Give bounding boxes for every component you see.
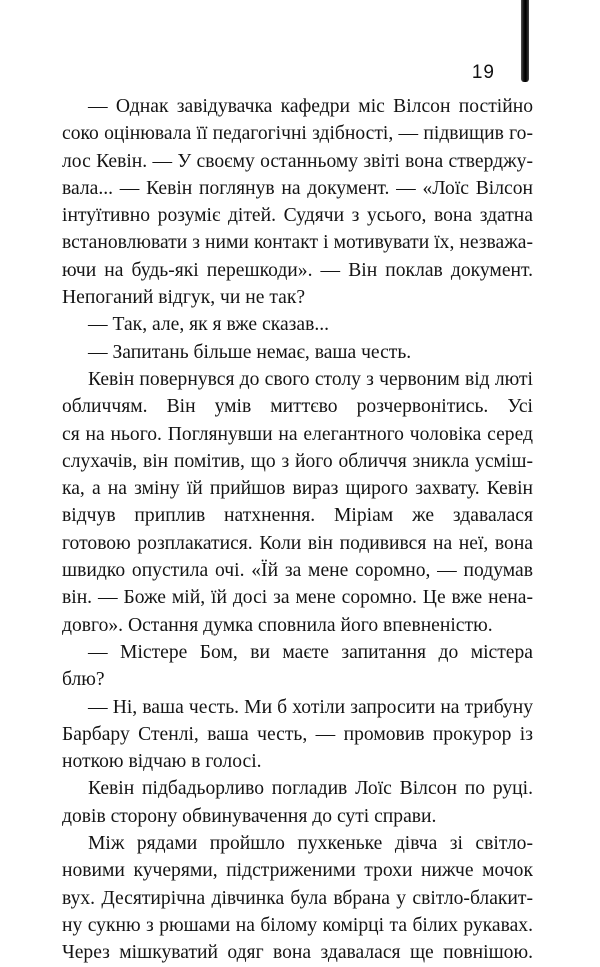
- text-line: Кевін підбадьорливо погладив Лоїс Вілсон по руці.: [88, 778, 533, 800]
- text-line: встановлювати з ними контакт і мотивувати їх, незважа-: [62, 232, 533, 254]
- text-line: він. — Боже мій, їй досі за мене соромно. Це вже нена-: [62, 587, 533, 609]
- text-line: ну сукню з рюшами на білому комірці та білих рукавах.: [62, 914, 533, 936]
- text-line: — Однак завідувачка кафедри міс Вілсон постійно: [88, 96, 533, 117]
- text-line: відчув приплив натхнення. Міріам же здавалася: [62, 505, 533, 527]
- text-line: Барбару Стенлі, ваша честь, — промовив прокурор із: [62, 723, 533, 745]
- text-line: ноткою відчаю в голосі.: [62, 751, 262, 773]
- text-line: лос Кевін. — У своєму останньому звіті вона стверджу-: [62, 150, 533, 172]
- text-line: — Містере Бом, ви маєте запитання до містера: [88, 641, 533, 663]
- text-line: слухачів, він помітив, що з його обличчя зникла усміш-: [62, 450, 533, 472]
- text-line: Непоганий відгук, чи не так?: [62, 287, 306, 309]
- text-line: довів сторону обвинувачення до суті справи.: [62, 805, 437, 827]
- text-line: соко оцінювала її педагогічні здібності, — підвищив го-: [62, 123, 533, 145]
- text-line: ся на нього. Поглянувши на елегантного чоловіка серед: [62, 423, 533, 445]
- text-line: довго». Остання думка сповнила його впевненістю.: [62, 614, 493, 636]
- text-line: Через мішкуватий одяг вона здавалася ще повнішою.: [62, 942, 533, 964]
- page-edge-marker: [521, 0, 529, 82]
- page-number: 19: [471, 62, 495, 83]
- text-line: Між рядами пройшло пухкеньке дівча зі світло-: [88, 833, 533, 855]
- text-line: ка, а на зміну їй прийшов вираз щирого захвату. Кевін: [62, 478, 533, 500]
- text-line: інтуїтивно розуміє дітей. Судячи з усього, вона здатна: [62, 205, 533, 227]
- body-text: [62, 93, 533, 967]
- text-line: — Ні, ваша честь. Ми б хотіли запросити на трибуну: [88, 696, 533, 718]
- text-line: — Запитань більше немає, ваша честь.: [88, 341, 412, 363]
- text-line: блю?: [62, 669, 105, 691]
- text-line: готовою розплакатися. Коли він подивився на неї, вона: [62, 532, 533, 554]
- text-line: ючи на будь-які перешкоди». — Він поклав документ.: [62, 259, 533, 281]
- text-line: обличчям. Він умів миттєво розчервонітись. Усі: [62, 396, 533, 418]
- text-line: новими кучерями, підстриженими трохи нижче мочок: [62, 860, 533, 882]
- text-line: вала... — Кевін поглянув на документ. — «Лоїс Вілсон: [62, 177, 533, 199]
- text-line: — Так, але, як я вже сказав...: [88, 314, 330, 336]
- text-line: швидко опустила очі. «Їй за мене соромно, — подумав: [62, 560, 533, 582]
- text-line: Кевін повернувся до свого столу з червоним від люті: [88, 368, 533, 390]
- text-line: вух. Десятирічна дівчинка була вбрана у світло-блакит-: [62, 887, 533, 909]
